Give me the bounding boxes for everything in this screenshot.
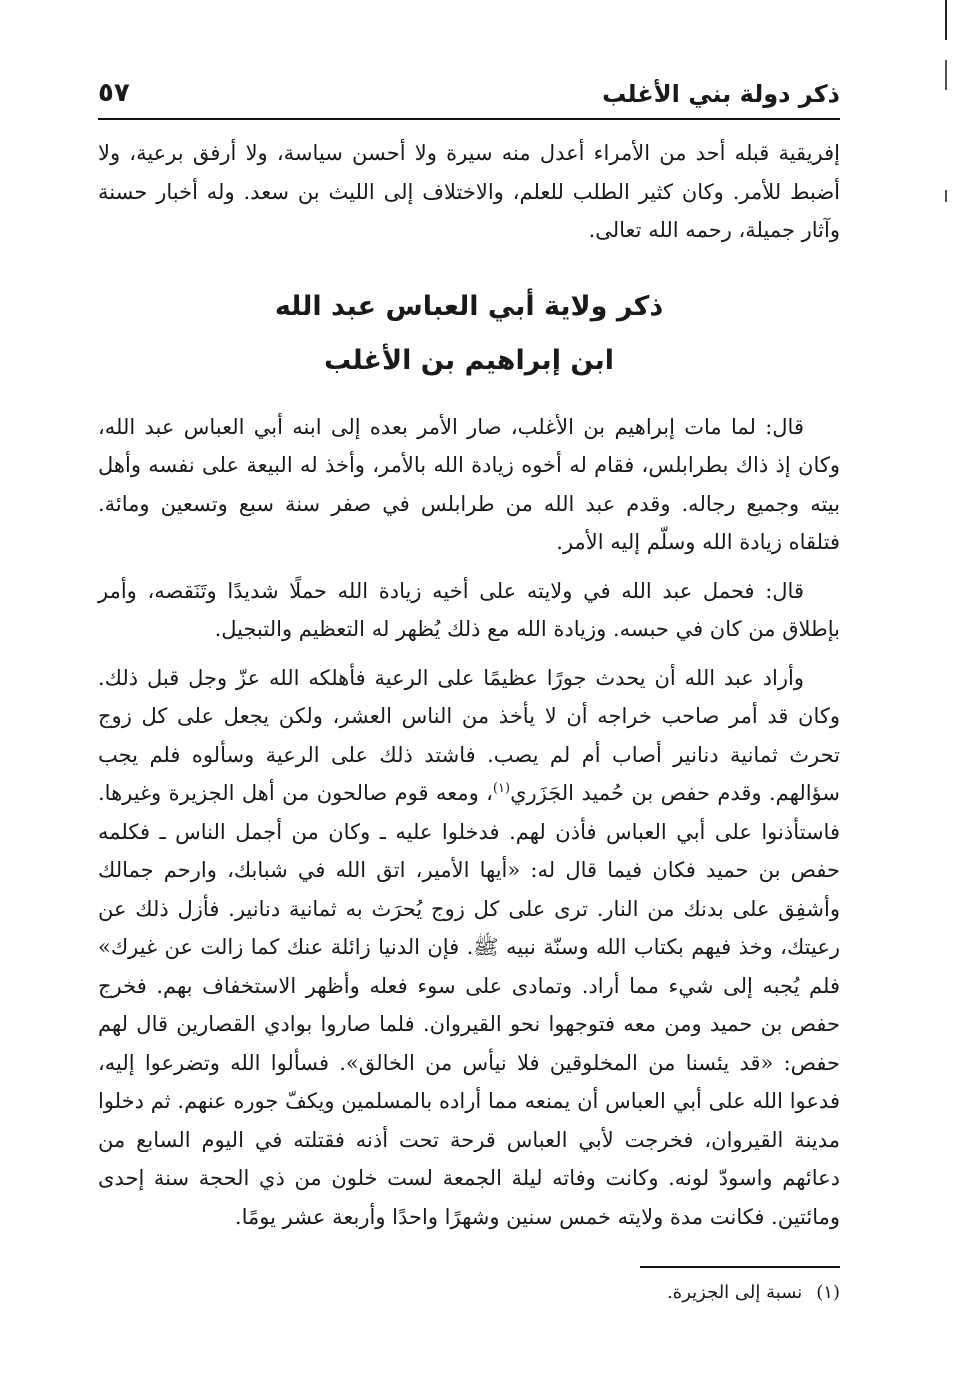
paragraph-1: قال: لما مات إبراهيم بن الأغلب، صار الأمر بعده إلى ابنه أبي العباس عبد الله، وكان إذ ذاك بطرابلس، فقام له أخوه زيادة الله بالأمر، وأخذ له البيعة على نفسه وأهل بيته وجميع رجاله. وقدم عبد الله من طرابلس في صفر سنة سبع وتسعين ومائة. فتلقاه زيادة الله وسلّم إليه الأمر. <box>98 414 840 554</box>
section-title-line-2: ابن إبراهيم بن الأغلب <box>323 344 615 376</box>
running-title: ذكر دولة بني الأغلب <box>602 80 840 108</box>
section-title-line-1: ذكر ولاية أبي العباس عبد الله <box>274 290 664 322</box>
header-rule <box>98 118 840 120</box>
paragraph-3-part-2: ، ومعه قوم صالحون من أهل الجزيرة وغيرها. فاستأذنوا على أبي العباس فأذن لهم. فدخلوا عليه ـ وكان من أجمل الناس ـ فكلمه حفص بن حميد فكان فيما قال له: «أيها الأمير، اتق الله في شبابك، وارحم جمالك وأشفِق على بدنك من النار. ترى على كل زوج يُحرَث به ثمانية دنانير. فأزل ذلك عن رعيتك، وخذ فيهم بكتاب الله وسنّة نبيه ﷺ. فإن الدنيا زائلة عنك كما زالت عن غيرك» فلم يُجبه إلى شيء مما أراد. وتمادى على سوء فعله وأظهر الاستخفاف بهم. فخرج حفص بن حميد ومن معه فتوجهوا نحو القيروان. فلما صاروا بوادي القصارين قال لهم حفص: «قد يئسنا من المخلوقين فلا نيأس من الخالق». فسألوا الله وتضرعوا إليه، فدعوا الله على أبي العباس أن يمنعه مما أراده بالمسلمين ويكفّ جوره عنهم. ثم دخلوا مدينة القيروان، فخرجت لأبي العباس قرحة تحت أذنه فقتلته في اليوم السابع من دعائهم واسودّ لونه. وكانت وفاته ليلة الجمعة لست خلون من ذي الحجة سنة إحدى ومائتين. فكانت مدة ولايته خمس سنين وشهرًا واحدًا وأربعة عشر يومًا. <box>98 781 840 1229</box>
footnote-text: نسبة إلى الجزيرة. <box>667 1282 803 1303</box>
footnote <box>98 1278 840 1308</box>
footnote-number: (١) <box>816 1282 840 1303</box>
page-header <box>98 74 840 118</box>
section-title <box>98 280 840 388</box>
paragraph-3-part-1: وأراد عبد الله أن يحدث جورًا عظيمًا على الرعية فأهلكه الله عزّ وجل قبل ذلك. وكان قد أمر صاحب خراجه أن لا يأخذ من الناس العشر، ولكن يجعل على كل زوج تحرث ثمانية دنانير أصاب أم لم يصب. فاشتد ذلك على الرعية وسألوه فلم يجب سؤالهم. وقدم حفص بن حُميد الجَزَري <box>98 665 840 805</box>
footnote-reference[interactable]: (١) <box>492 781 511 796</box>
paragraph-3 <box>98 659 840 1237</box>
footnote-rule <box>640 1266 840 1268</box>
main-text <box>98 134 840 1236</box>
intro-paragraph: إفريقية قبله أحد من الأمراء أعدل منه سيرة ولا أحسن سياسة، ولا أرفق برعية، ولا أضبط للأمر. وكان كثير الطلب للعلم، والاختلاف إلى الليث بن سعد. وله أخبار حسنة وآثار جميلة، رحمه الله تعالى. <box>98 141 840 242</box>
scan-edge-marks <box>941 0 953 220</box>
page-number: ٥٧ <box>98 78 130 108</box>
paragraph-2: قال: فحمل عبد الله في ولايته على أخيه زيادة الله حملًا شديدًا وتَنَقصه، وأمر بإطلاق من كان في حبسه. وزيادة الله مع ذلك يُظهر له التعظيم والتبجيل. <box>98 578 840 641</box>
